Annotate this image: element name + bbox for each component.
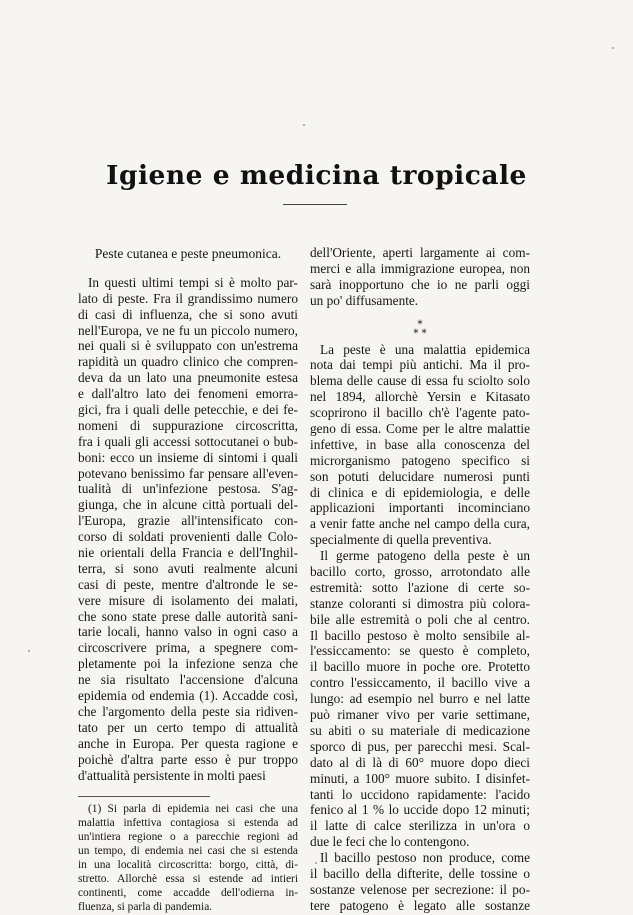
section-heading: Peste cutanea e peste pneumonica. <box>94 246 282 261</box>
text-line: nota dai tempi più antichi. Ma il pro- <box>310 357 530 373</box>
text-line: sporco di pus, per parecchi mesi. Scal- <box>310 738 530 754</box>
right-column <box>310 245 530 914</box>
text-line: rapidità un quadro clinico che compren- <box>78 354 298 370</box>
text-line: epidemia od endemia (1). Accadde così, <box>78 688 298 704</box>
text-line: di clinica e di epidemiologia, e delle <box>310 484 530 500</box>
footnote-separator <box>78 796 210 797</box>
left-paragraph <box>78 275 298 784</box>
footnote-line: un'intiera regione o a parecchie regioni ad <box>78 831 298 844</box>
text-line: di casi di influenza, che si sono avuti <box>78 306 298 322</box>
footnote <box>78 803 298 914</box>
text-line: Il germe patogeno della peste è un <box>320 548 530 564</box>
text-line: che sono state prese dalle autorità sani- <box>78 608 298 624</box>
text-line: scoprirono il bacillo ch'è l'agente pato- <box>310 405 530 421</box>
text-line: corso di soldati provenienti dalle Colo- <box>78 529 298 545</box>
asterism: ⁎ ⁎ ⁎ <box>413 314 427 336</box>
text-line: boni: ecco un insieme di sintomi i quali <box>78 449 298 465</box>
text-line: Il bacillo pestoso è molto sensibile al- <box>310 627 530 643</box>
text-line: circoscrivere prima, a spegnere com- <box>78 640 298 656</box>
text-line: il bacillo della difterite, delle tossine o <box>310 865 530 881</box>
text-line: potevano benissimo far pensare all'even- <box>78 465 298 481</box>
text-line: nomeni di suppurazione circoscritta, <box>78 417 298 433</box>
text-line: tere patogeno è legato alle sostanze <box>310 897 530 913</box>
text-line: due le feci che lo contengono. <box>310 834 470 850</box>
text-line: tato per un certo tempo di attualità <box>78 719 298 735</box>
page-title: Igiene e medicina tropicale <box>106 160 527 191</box>
text-line: specialmente di quella preventiva. <box>310 532 492 548</box>
footnote-line: stretto. Allorchè essa si estende ad intieri <box>78 872 298 885</box>
footnote-line: continenti, come accadde dell'odierna in- <box>78 886 298 899</box>
footnote-line: fluenza, si parla di pandemia. <box>78 900 213 913</box>
section-separator <box>310 309 530 336</box>
footnote-line: malattia infettiva contagiosa si estenda ad <box>78 817 298 830</box>
text-line: e dall'altro lato dei fenomeni emorra- <box>78 386 298 402</box>
text-line: infettive, in base alla conoscenza del <box>310 436 530 452</box>
text-line: microrganismo patogeno specifico si <box>310 452 530 468</box>
text-line: tarie locali, hanno valso in ogni caso a <box>78 624 298 640</box>
text-line: a venir fatte anche nel campo della cura, <box>310 516 530 532</box>
text-line: su abiti o su materiale di medicazione <box>310 722 530 738</box>
text-line: nel 1894, allorchè Yersin e Kitasato <box>310 389 530 405</box>
footnote-line: (1) Si parla di epidemia nei casi che una <box>88 803 298 816</box>
text-line: nei quali si è sviluppato con un'estrema <box>78 338 298 354</box>
title-rule <box>283 204 347 205</box>
text-line: applicazioni importanti incominciano <box>310 500 530 516</box>
text-line: vere misure di isolamento dei malati, <box>78 592 298 608</box>
text-line: ne sia risultato l'accensione d'alcuna <box>78 672 298 688</box>
text-line: terra, si sono avuti realmente alcuni <box>78 560 298 576</box>
continued-paragraph <box>310 245 530 309</box>
paragraph-history <box>310 342 530 549</box>
text-line: pletamente poi la infezione senza che <box>78 656 298 672</box>
text-line: dato al di là di 60° muore dopo dieci <box>310 754 530 770</box>
paragraph-toxins <box>310 850 530 914</box>
text-line: fenico al 1 % lo uccide dopo 12 minuti; <box>310 802 530 818</box>
text-line: anche in Europa. Per questa ragione e <box>78 735 298 751</box>
text-line: geno di essa. Come per le altre malattie <box>310 421 530 437</box>
text-line: d'attualità persistente in molti paesi <box>78 767 266 783</box>
text-line: nie orientali della Francia e dell'Inghil- <box>78 545 298 561</box>
text-line: tanti lo uccidono rapidamente: l'acido <box>310 786 530 802</box>
footnote-line: in una località circoscritta: borgo, città, di- <box>78 858 298 871</box>
text-line: poichè d'altra parte esso è pur troppo <box>78 751 298 767</box>
text-line: merci e alla immigrazione europea, non <box>310 260 530 276</box>
text-line: La peste è una malattia epidemica <box>320 341 530 357</box>
text-line: estremità: sotto l'azione di certe so- <box>310 579 530 595</box>
text-line: l'essiccamento: se questo è completo, <box>310 643 530 659</box>
text-line: In questi ultimi tempi si è molto par- <box>88 274 298 290</box>
text-line: il bacillo muore in poche ore. Protetto <box>310 659 530 675</box>
text-line: dell'Oriente, aperti largamente ai com- <box>310 245 530 260</box>
text-line: minuti, a 100° muore subito. I disinfet- <box>310 770 530 786</box>
text-line: bacillo corto, grosso, arrotondato alle <box>310 564 530 580</box>
text-line: fra i quali gli accessi sottocutanei o bub- <box>78 433 298 449</box>
text-line: giunga, che in alcune città portuali del- <box>78 497 298 513</box>
text-line: lato di peste. Fra il grandissimo numero <box>78 290 298 306</box>
text-line: casi di peste, mentre d'altronde le se- <box>78 576 298 592</box>
text-line: nell'Europa, ve ne fu un piccolo numero, <box>78 322 298 338</box>
text-line: l'Europa, grazie all'intensificato con- <box>78 513 298 529</box>
text-line: son potuti delucidare numerosi punti <box>310 468 530 484</box>
text-line: deva da un lato una pneumonite estesa <box>78 370 298 386</box>
text-line: che l'argomento della peste sia ridiven- <box>78 703 298 719</box>
text-line: lungo: ad esempio nel burro e nel latte <box>310 691 530 707</box>
paragraph-germ <box>310 548 530 850</box>
text-line: il latte di calce sterilizza in un'ora o <box>310 818 530 834</box>
text-line: contro l'essiccamento, il bacillo vive a <box>310 675 530 691</box>
text-line: blema delle cause di essa fu sciolto solo <box>310 373 530 389</box>
text-line: sostanze velenose per secrezione: il po- <box>310 881 530 897</box>
text-line: bile alle estremità o poli che al centro. <box>310 611 530 627</box>
left-column <box>78 246 298 915</box>
text-line: tualità di un'infezione pestosa. S'ag- <box>78 481 298 497</box>
footnote-line: un tempo, di endemia nei casi che si estenda <box>78 845 298 858</box>
text-line: può rimaner vivo per varie settimane, <box>310 707 530 723</box>
text-line: Il bacillo pestoso non produce, come <box>320 850 530 866</box>
text-line: gici, fra i quali delle petecchie, e dei fe- <box>78 402 298 418</box>
text-line: stanze coloranti si dimostra più colora- <box>310 595 530 611</box>
text-line: un po' diffusamente. <box>310 292 419 308</box>
text-line: sarà inopportuno che io ne parli oggi <box>310 276 530 292</box>
